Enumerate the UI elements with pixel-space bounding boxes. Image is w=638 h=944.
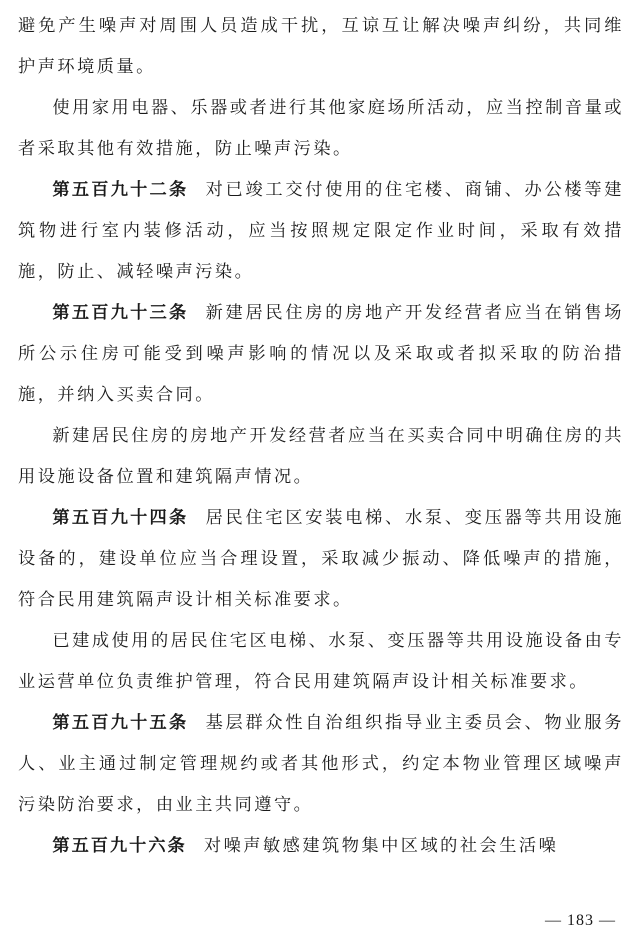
- article-594-clause-2: [18, 621, 624, 703]
- article-594: [18, 498, 624, 621]
- article-592: [18, 170, 624, 293]
- article-number: 第五百九十三条: [52, 303, 189, 323]
- paragraph-2: [18, 88, 624, 170]
- article-text: 对噪声敏感建筑物集中区域的社会生活噪: [203, 836, 559, 856]
- paragraph-text: 新建居民住房的房地产开发经营者应当在买卖合同中明确住房的共用设施设备位置和建筑隔声情况。: [18, 426, 624, 487]
- article-text: 对已竣工交付使用的住宅楼、商铺、办公楼等建筑物进行室内装修活动，应当按照规定限定作业时间，采取有效措施，防止、减轻噪声污染。: [18, 180, 624, 282]
- article-number: 第五百九十五条: [52, 713, 189, 733]
- article-text: 新建居民住房的房地产开发经营者应当在销售场所公示住房可能受到噪声影响的情况以及采取或者拟采取的防治措施，并纳入买卖合同。: [18, 303, 624, 405]
- article-593-clause-2: [18, 416, 624, 498]
- paragraph-1: [18, 6, 624, 88]
- article-number: 第五百九十六条: [52, 836, 187, 856]
- document-page: [18, 6, 624, 867]
- article-text: 基层群众性自治组织指导业主委员会、物业服务人、业主通过制定管理规约或者其他形式，约定本物业管理区域噪声污染防治要求，由业主共同遵守。: [18, 713, 624, 815]
- article-number: 第五百九十四条: [52, 508, 189, 528]
- paragraph-text: 已建成使用的居民住宅区电梯、水泵、变压器等共用设施设备由专业运营单位负责维护管理，符合民用建筑隔声设计相关标准要求。: [18, 631, 624, 692]
- article-595: [18, 703, 624, 826]
- article-593: [18, 293, 624, 416]
- article-596: [18, 826, 624, 867]
- paragraph-text: 使用家用电器、乐器或者进行其他家庭场所活动，应当控制音量或者采取其他有效措施，防止噪声污染。: [18, 98, 624, 159]
- page-number: — 183 —: [545, 912, 616, 929]
- article-text: 居民住宅区安装电梯、水泵、变压器等共用设施设备的，建设单位应当合理设置，采取减少振动、降低噪声的措施，符合民用建筑隔声设计相关标准要求。: [18, 508, 624, 610]
- paragraph-text: 避免产生噪声对周围人员造成干扰，互谅互让解决噪声纠纷，共同维护声环境质量。: [18, 16, 624, 77]
- article-number: 第五百九十二条: [52, 180, 189, 200]
